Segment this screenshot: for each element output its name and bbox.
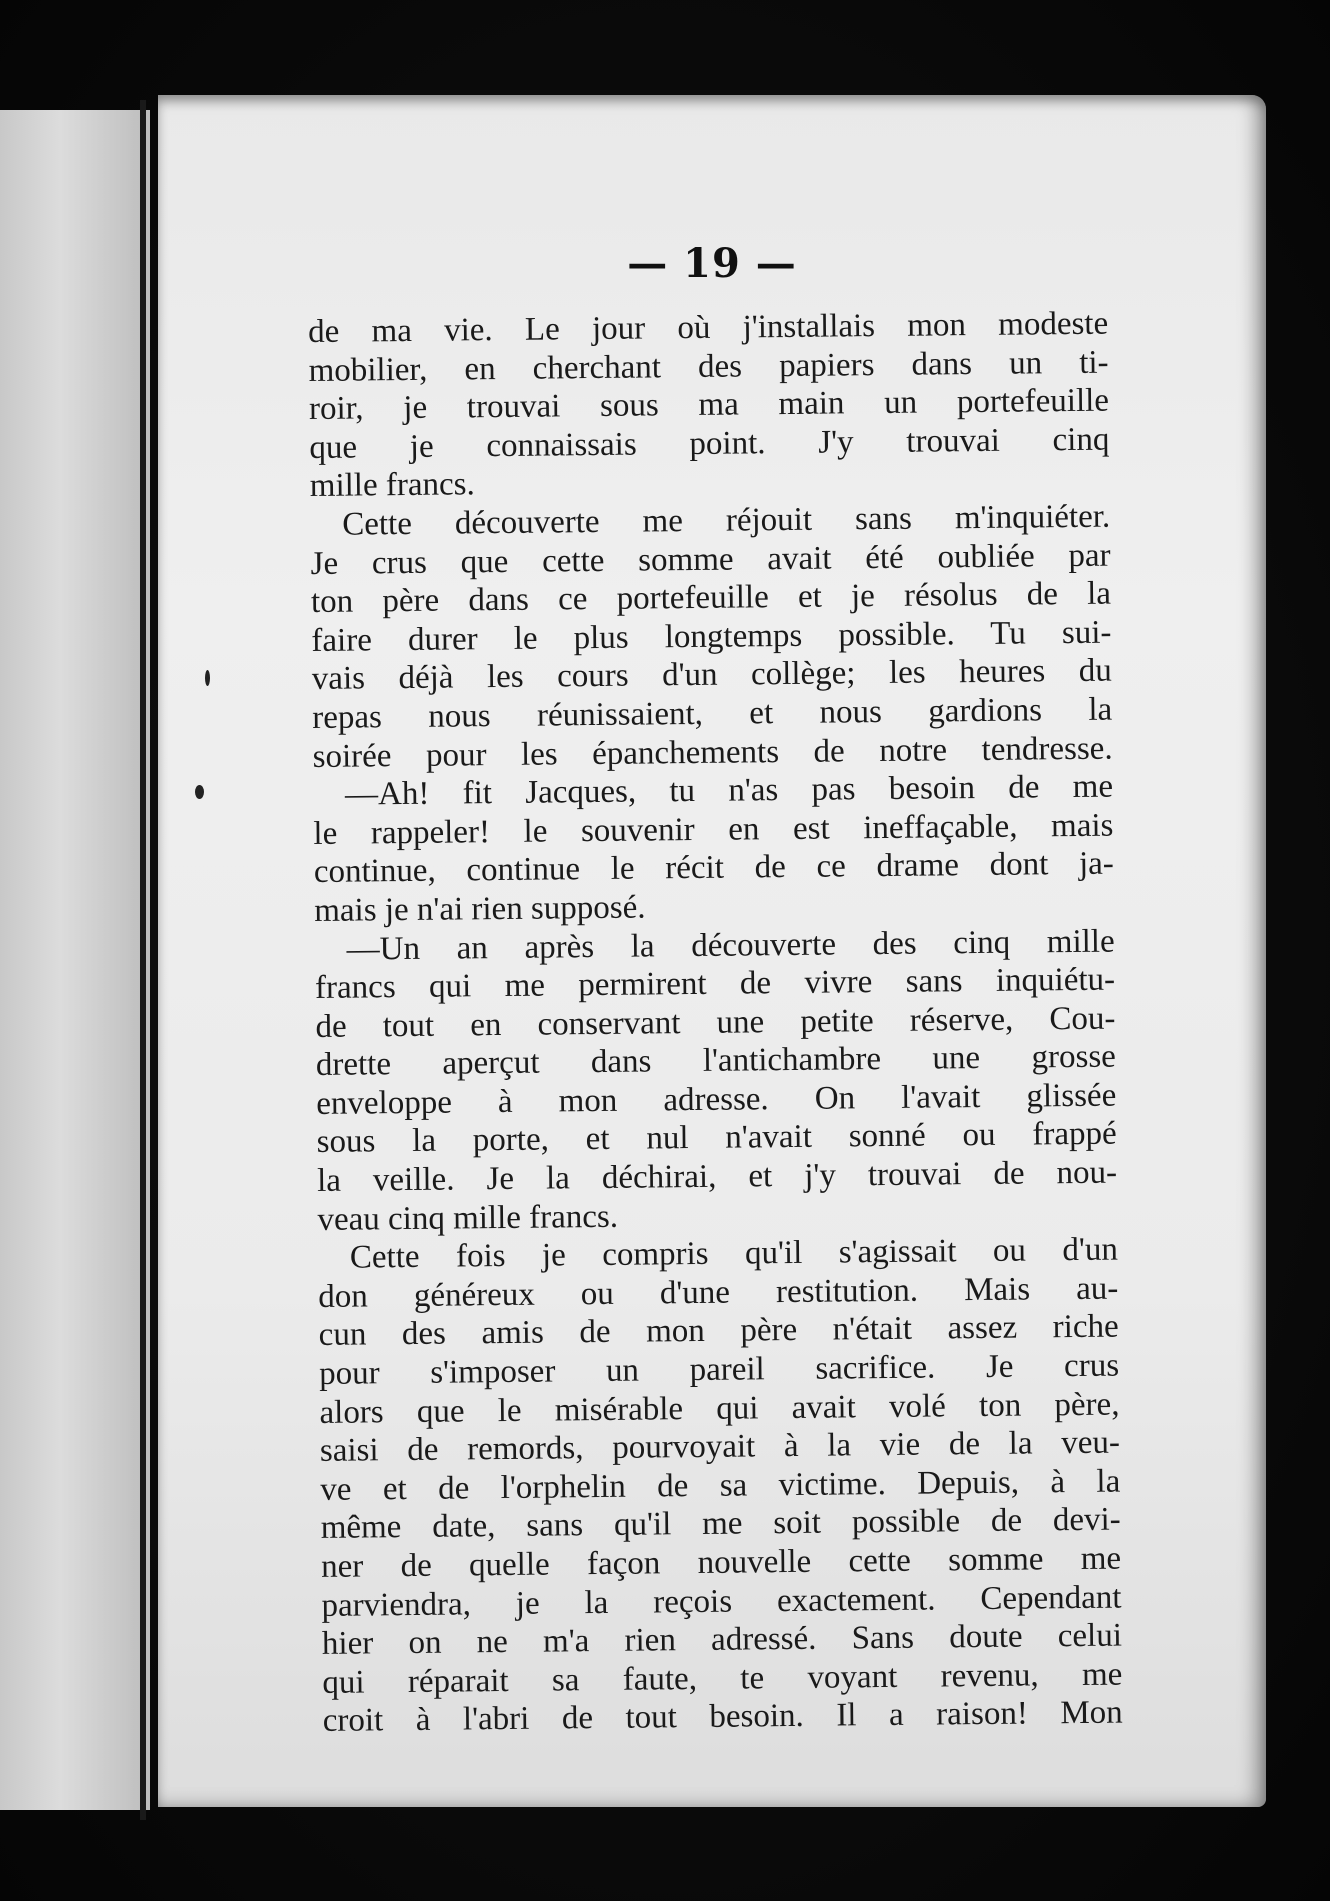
text-line: Cette découverte me réjouit sans m'inquiéter. — [342, 498, 1111, 543]
scan-speck — [195, 785, 204, 799]
text-line: enveloppe à mon adresse. On l'avait glissée — [316, 1077, 1117, 1122]
text-line: faire durer le plus longtemps possible. Tu sui- — [311, 614, 1112, 659]
previous-page-edge — [0, 110, 150, 1810]
text-line: même date, sans qu'il me soit possible de devi- — [320, 1501, 1121, 1547]
text-line: ton père dans ce portefeuille et je résolus de la — [310, 575, 1112, 621]
text-line: de ma vie. Le jour où j'installais mon modeste — [308, 305, 1109, 350]
text-line: —Ah! fit Jacques, tu n'as pas besoin de me — [344, 768, 1114, 813]
text-line: Je crus que cette somme avait été oubliée par — [310, 537, 1111, 582]
scan-speck — [205, 670, 210, 686]
text-line: don généreux ou d'une restitution. Mais au- — [318, 1270, 1119, 1315]
binding-gutter — [140, 100, 146, 1820]
text-line: hier on ne m'a rien adressé. Sans doute celui — [321, 1617, 1123, 1663]
text-line: francs qui me permirent de vivre sans inquiétu- — [314, 961, 1116, 1007]
text-line: ve et de l'orphelin de sa victime. Depuis, à la — [320, 1463, 1121, 1508]
book-page — [158, 95, 1266, 1807]
text-line: pour s'imposer un pareil sacrifice. Je crus — [318, 1347, 1120, 1392]
text-line: mais je n'ai rien supposé. — [314, 889, 646, 929]
text-line: alors que le misérable qui avait volé ton père, — [319, 1386, 1120, 1431]
text-line: que je connaissais point. J'y trouvai cinq — [309, 421, 1110, 466]
text-line: roir, je trouvai sous ma main un portefeuille — [308, 382, 1110, 428]
text-line: vais déjà les cours d'un collège; les heures du — [311, 652, 1112, 698]
text-line: croit à l'abri de tout besoin. Il a raison! Mon — [322, 1694, 1123, 1740]
text-line: la veille. Je la déchirai, et j'y trouvai de nou- — [316, 1154, 1118, 1200]
text-line: le rappeler! le souvenir en est ineffaçable, mais — [313, 807, 1114, 852]
text-line: continue, continue le récit de ce drame dont ja- — [313, 845, 1115, 891]
text-line: veau cinq mille francs. — [317, 1198, 619, 1238]
text-line: qui réparait sa faute, te voyant revenu, me — [322, 1656, 1123, 1701]
text-line: parviendra, je la reçois exactement. Cependant — [321, 1579, 1122, 1624]
body-text — [308, 305, 1123, 1741]
text-line: soirée pour les épanchements de notre tendresse. — [312, 730, 1113, 775]
page-number: — 19 — — [627, 240, 797, 287]
text-line: cun des amis de mon père n'était assez riche — [318, 1309, 1119, 1354]
text-line: repas nous réunissaient, et nous gardions la — [312, 691, 1113, 736]
text-line: sous la porte, et nul n'avait sonné ou frappé — [316, 1116, 1117, 1161]
text-line: mobilier, en cherchant des papiers dans un ti- — [308, 344, 1109, 389]
text-line: drette aperçut dans l'antichambre une grosse — [315, 1038, 1117, 1084]
text-line: ner de quelle façon nouvelle cette somme me — [320, 1540, 1122, 1585]
text-line: de tout en conservant une petite réserve, Cou- — [315, 1000, 1116, 1045]
text-line: —Un an après la découverte des cinq mille — [346, 923, 1115, 968]
text-line: Cette fois je compris qu'il s'agissait ou d'un — [349, 1231, 1119, 1276]
text-line: mille francs. — [309, 466, 475, 505]
text-line: saisi de remords, pourvoyait à la vie de la veu- — [319, 1424, 1121, 1470]
